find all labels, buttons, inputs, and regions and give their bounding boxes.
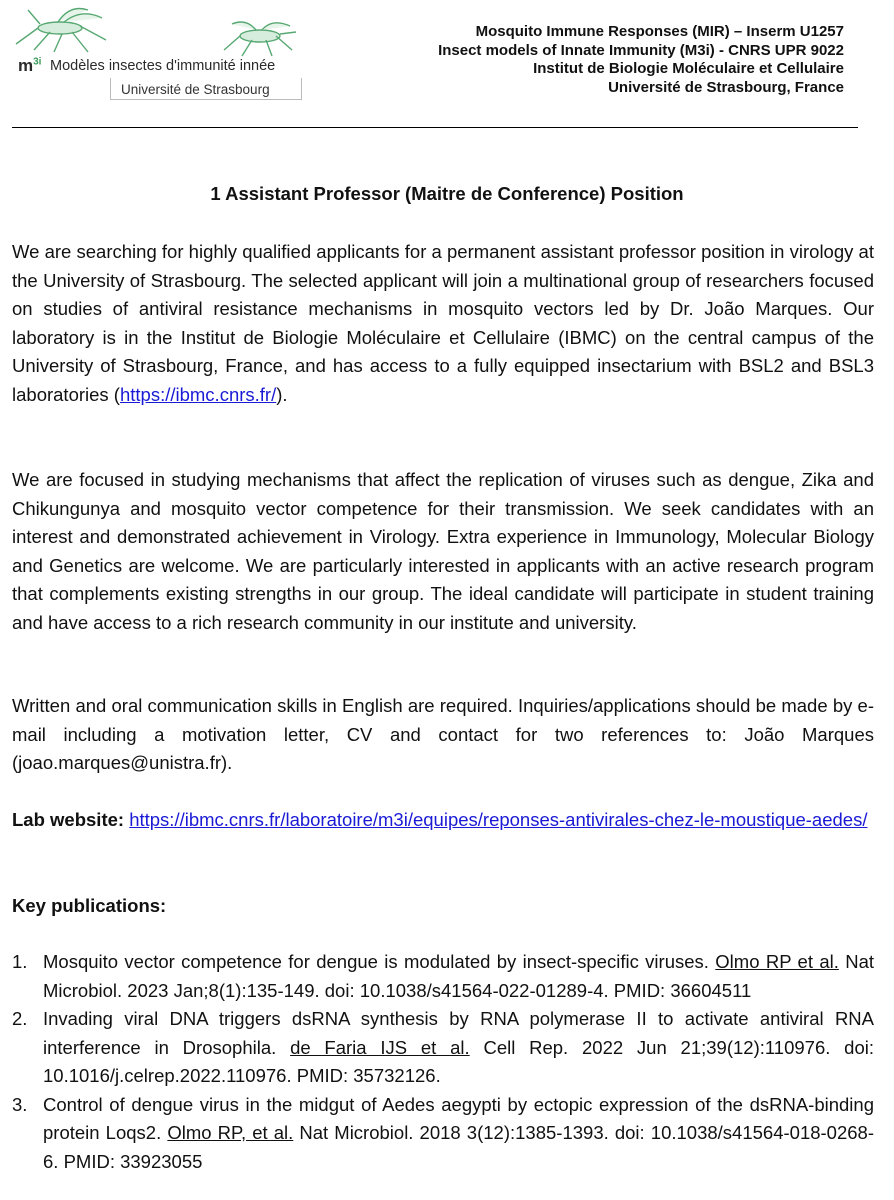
mosquito-logo-icon xyxy=(10,4,300,64)
research-paragraph: We are focused in studying mechanisms that affect the replication of viruses such as dengue, Zika and Chikungunya and mosquito vector competence for their transmission. We seek candidates with an interest and demonstrated achievement in Virology. Extra experience in Immunology, Molecular Biology and Genetics are welcome. We are particularly interested in applicants with an active research program that complements existing strengths in our group. The ideal candidate will participate in student training and have access to a rich research community in our institute and university. xyxy=(12,469,874,633)
position-title: 1 Assistant Professor (Maitre de Conference) Position xyxy=(210,183,684,204)
header-line-2: Insect models of Innate Immunity (M3i) - CNRS UPR 9022 xyxy=(438,41,844,59)
publication-authors: de Faria IJS et al. xyxy=(290,1036,470,1058)
application-paragraph: Written and oral communication skills in English are required. Inquiries/applications should be made by e-mail including a motivation letter, CV and contact for two references to: João Marques (joao.marques@unistra.fr). xyxy=(12,695,874,773)
publication-item: 3. Control of dengue virus in the midgut of Aedes aegypti by ectopic expression of the dsRNA-binding protein Loqs2. Olmo RP, et al. Nat Microbiol. 2018 3(12):1385-1393. doi: 10.1038/s41564-018-0268-6. PMID: 33923055 xyxy=(12,1093,874,1172)
logo-title: Modèles insectes d'immunité innée xyxy=(50,58,276,74)
publication-item: 2. Invading viral DNA triggers dsRNA synthesis by RNA polymerase II to activate antiviral RNA interference in Drosophila. de Faria IJS et al. Cell Rep. 2022 Jun 21;39(12):110976. doi: 10.1016/j.celrep.2022.110976. PMID: 35732126. xyxy=(12,1008,875,1086)
publication-authors: Olmo RP, et al. xyxy=(167,1122,294,1143)
publications-list xyxy=(12,948,874,1176)
lab-website xyxy=(12,806,874,835)
publication-item: 1. Mosquito vector competence for dengue is modulated by insect-specific viruses. Olmo RP et al. Nat Microbiol. 2023 Jan;8(1):135-149. doi: 10.1038/s41564-022-01289-4. PMID: 36604511 xyxy=(12,951,875,1001)
intro-paragraph: We are searching for highly qualified applicants for a permanent assistant professor position in virology at the University of Strasbourg. The selected applicant will join a multinational group of researchers focused on studies of antiviral resistance mechanisms in mosquito vectors led by Dr. João Marques. Our laboratory is in the Institut de Biologie Moléculaire et Cellulaire (IBMC) on the central campus of the University of Strasbourg, France, and has access to a fully equipped insectarium with BSL2 and BSL3 laboratories (https://ibmc.cnrs.fr/). xyxy=(12,241,874,405)
publications-heading: Key publications: xyxy=(12,895,167,916)
lab-website-link[interactable]: https://ibmc.cnrs.fr/laboratoire/m3i/equipes/reponses-antivirales-chez-le-moustique-aedes/ xyxy=(129,809,868,830)
logo-university: Université de Strasbourg xyxy=(110,78,302,100)
header-divider xyxy=(12,127,858,128)
header-line-1: Mosquito Immune Responses (MIR) – Inserm U1257 xyxy=(475,23,844,40)
header-line-4: Université de Strasbourg, France xyxy=(608,78,844,96)
logo-mark: $m^{3i}$ xyxy=(18,56,42,75)
header-line-3: Institut de Biologie Moléculaire et Cellulaire xyxy=(533,60,844,77)
publication-authors: Olmo RP et al. xyxy=(715,951,839,972)
lab-website-label: Lab website: xyxy=(12,809,125,830)
letterhead xyxy=(438,23,844,97)
ibmc-link[interactable]: https://ibmc.cnrs.fr/ xyxy=(119,383,277,405)
institute-logo xyxy=(10,4,300,104)
